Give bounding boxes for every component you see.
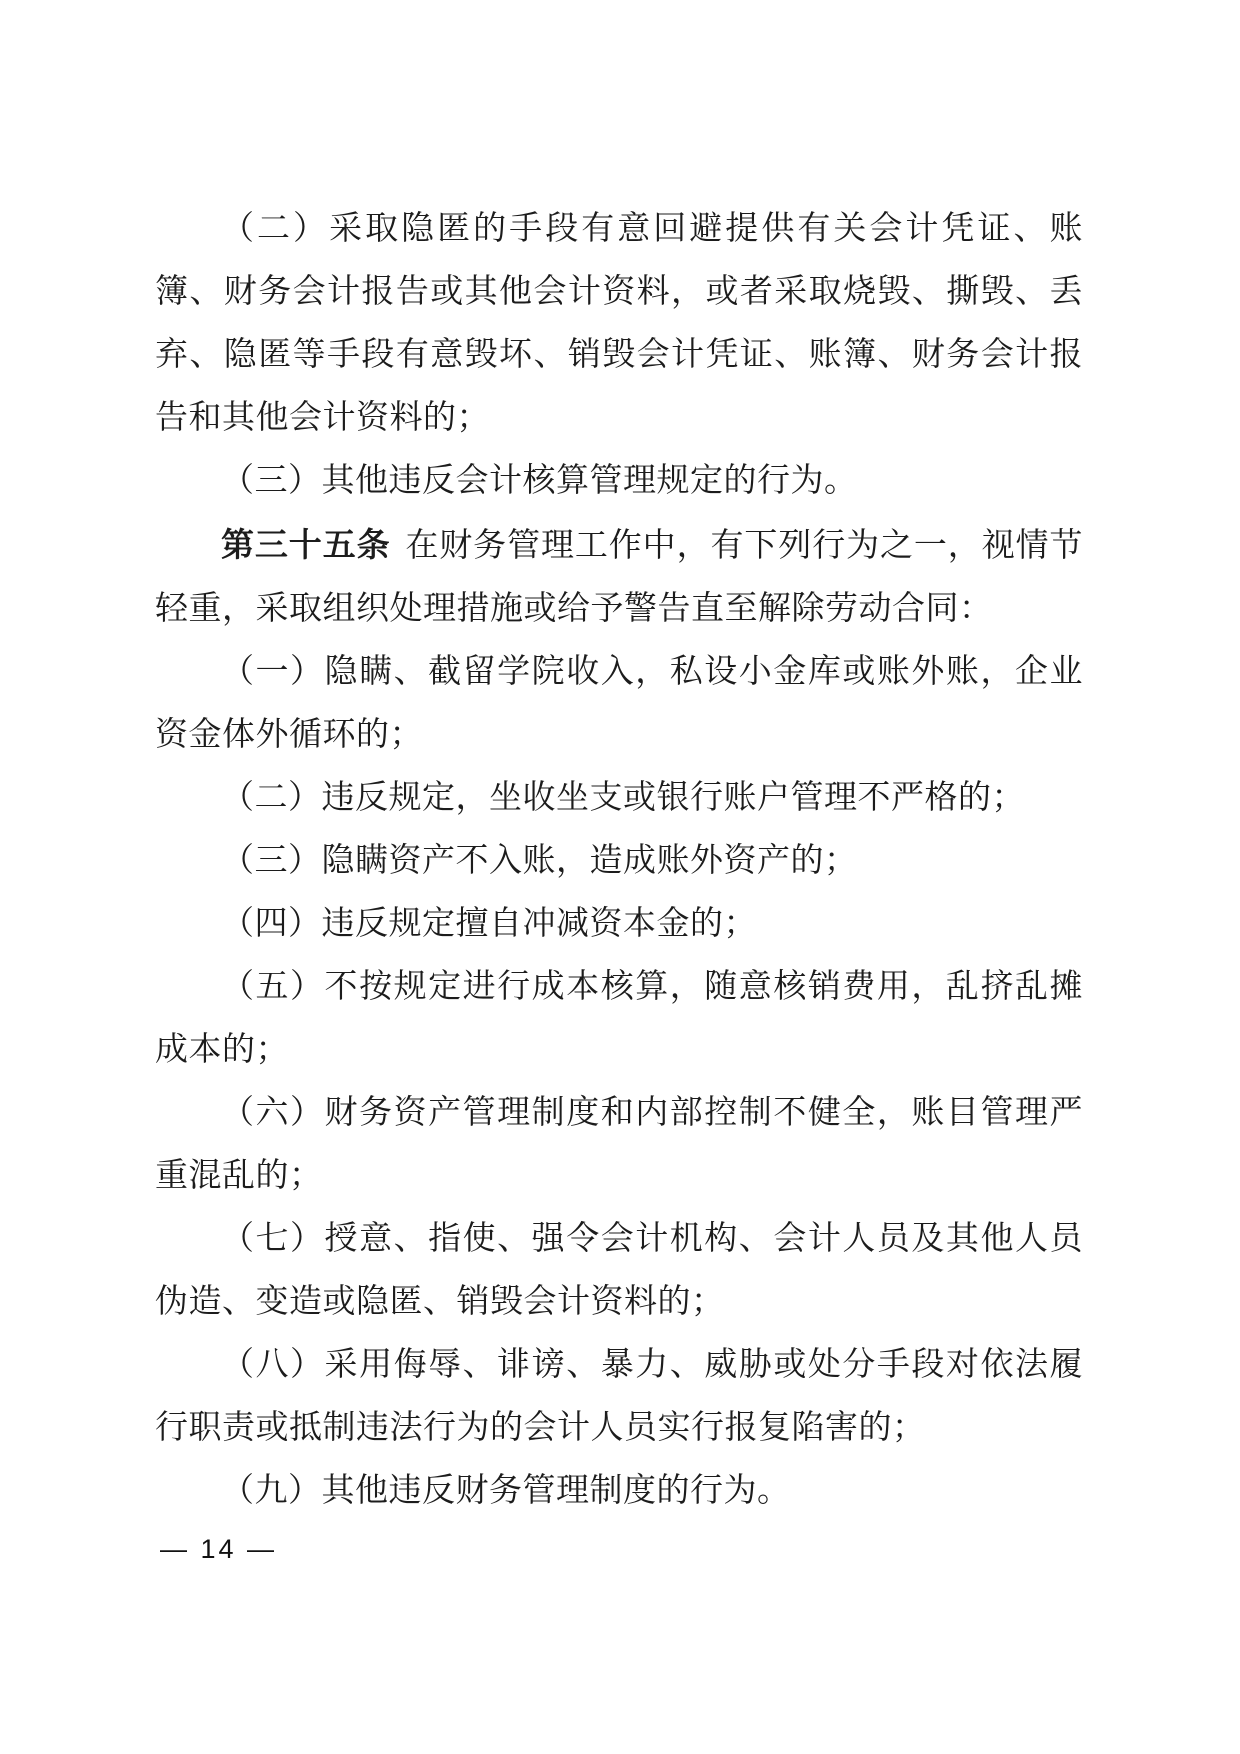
paragraph-text: （六）财务资产管理制度和内部控制不健全，账目管理严重混乱的； <box>155 1095 1083 1194</box>
paragraph-text: （三）隐瞒资产不入账，造成账外资产的； <box>221 843 858 879</box>
paragraph <box>155 1334 1083 1460</box>
paragraph <box>155 1208 1083 1334</box>
paragraph <box>155 513 1083 641</box>
paragraph-text: （二）采取隐匿的手段有意回避提供有关会计凭证、账簿、财务会计报告或其他会计资料，或者采取烧毁、撕毁、丢弃、隐匿等手段有意毁坏、销毁会计凭证、账簿、财务会计报告和其他会计资料的； <box>155 211 1083 436</box>
paragraph <box>155 1082 1083 1208</box>
paragraph-text: （九）其他违反财务管理制度的行为。 <box>221 1473 791 1509</box>
paragraph-text: （一）隐瞒、截留学院收入，私设小金库或账外账，企业资金体外循环的； <box>155 654 1083 753</box>
paragraph-text: （四）违反规定擅自冲减资本金的； <box>221 906 757 942</box>
paragraph <box>155 198 1083 450</box>
paragraph-text: （三）其他违反会计核算管理规定的行为。 <box>221 463 858 499</box>
page-number: — 14 — <box>160 1534 278 1564</box>
paragraph <box>155 641 1083 767</box>
paragraph-text: （八）采用侮辱、诽谤、暴力、威胁或处分手段对依法履行职责或抵制违法行为的会计人员实行报复陷害的； <box>155 1347 1083 1446</box>
paragraph <box>155 767 1083 830</box>
document-body <box>155 198 1083 1523</box>
paragraph <box>155 830 1083 893</box>
article-number: 第三十五条 <box>221 526 391 563</box>
paragraph <box>155 1460 1083 1523</box>
paragraph <box>155 893 1083 956</box>
paragraph-text: （七）授意、指使、强令会计机构、会计人员及其他人员伪造、变造或隐匿、销毁会计资料的； <box>155 1221 1083 1320</box>
paragraph-text: （二）违反规定，坐收坐支或银行账户管理不严格的； <box>221 780 1025 816</box>
paragraph <box>155 450 1083 513</box>
paragraph-text: 在财务管理工作中，有下列行为之一，视情节轻重，采取组织处理措施或给予警告直至解除劳动合同： <box>155 528 1084 627</box>
paragraph <box>155 956 1083 1082</box>
paragraph-text: （五）不按规定进行成本核算，随意核销费用，乱挤乱摊成本的； <box>155 969 1083 1068</box>
page-footer <box>160 1534 277 1565</box>
